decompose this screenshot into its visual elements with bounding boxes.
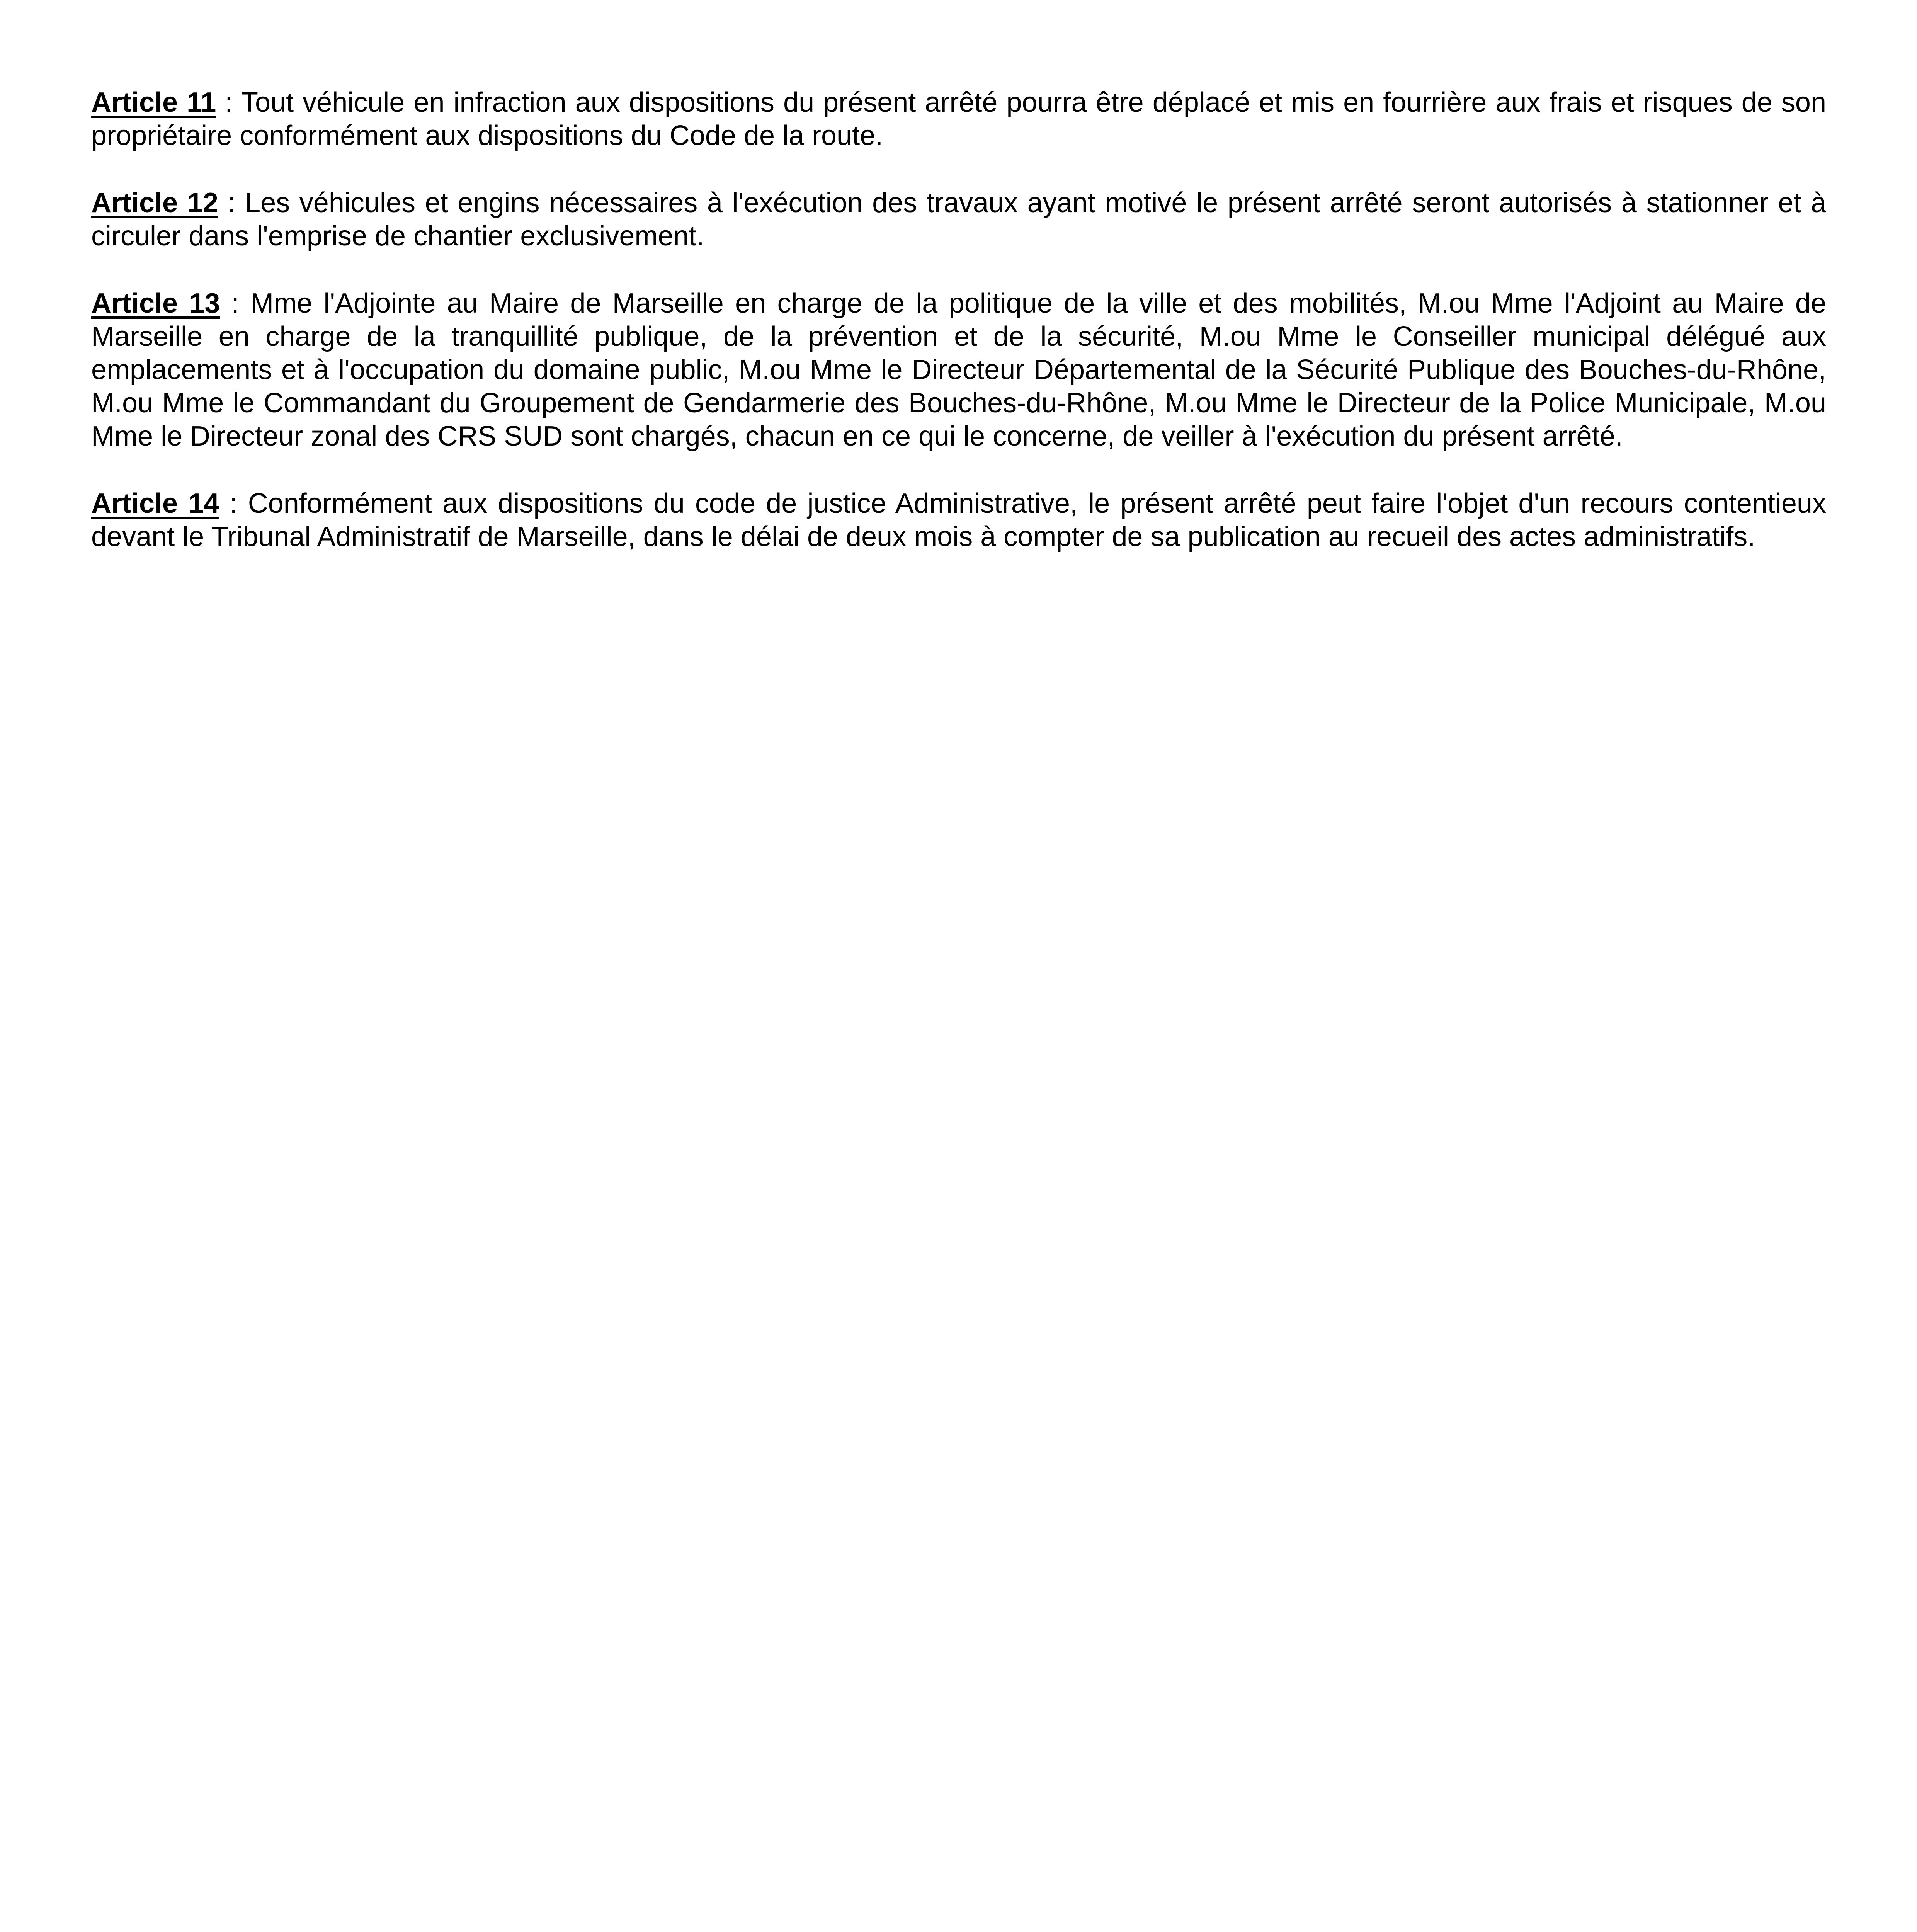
article-14-separator: : [219,488,248,519]
article-13-label: Article 13 [91,288,220,319]
article-11 [91,86,1826,152]
article-12-label: Article 12 [91,187,218,218]
article-12 [91,186,1826,253]
article-11-label: Article 11 [91,87,216,118]
article-13-separator: : [220,288,251,319]
article-14-label: Article 14 [91,488,219,519]
article-11-text: Tout véhicule en infraction aux dispositions du présent arrêté pourra être déplacé et mis en fourrière aux frais et risques de son propriétaire conformément aux dispositions du Code de la route. [91,87,1826,151]
article-14-text: Conformément aux dispositions du code de justice Administrative, le présent arrêté peut faire l'objet d'un recours contentieux devant le Tribunal Administratif de Marseille, dans le délai de deux mois à compter de sa publication au recueil des actes administratifs. [91,488,1826,552]
articles-section [91,86,1826,587]
article-12-separator: : [218,187,245,218]
article-14 [91,487,1826,553]
article-11-separator: : [216,87,242,118]
article-13 [91,287,1826,453]
article-13-text: Mme l'Adjointe au Maire de Marseille en charge de la politique de la ville et des mobilités, M.ou Mme l'Adjoint au Maire de Marseille en charge de la tranquillité publique, de la prévention et de la sécurité, M.ou Mme le Conseiller municipal délégué aux emplacements et à l'occupation du domaine public, M.ou Mme le Directeur Départemental de la Sécurité Publique des Bouches-du-Rhône, M.ou Mme le Commandant du Groupement de Gendarmerie des Bouches-du-Rhône, M.ou Mme le Directeur de la Police Municipale, M.ou Mme le Directeur zonal des CRS SUD sont chargés, chacun en ce qui le concerne, de veiller à l'exécution du présent arrêté. [91,288,1826,452]
article-12-text: Les véhicules et engins nécessaires à l'exécution des travaux ayant motivé le présent arrêté seront autorisés à stationner et à circuler dans l'emprise de chantier exclusivement. [91,187,1827,252]
